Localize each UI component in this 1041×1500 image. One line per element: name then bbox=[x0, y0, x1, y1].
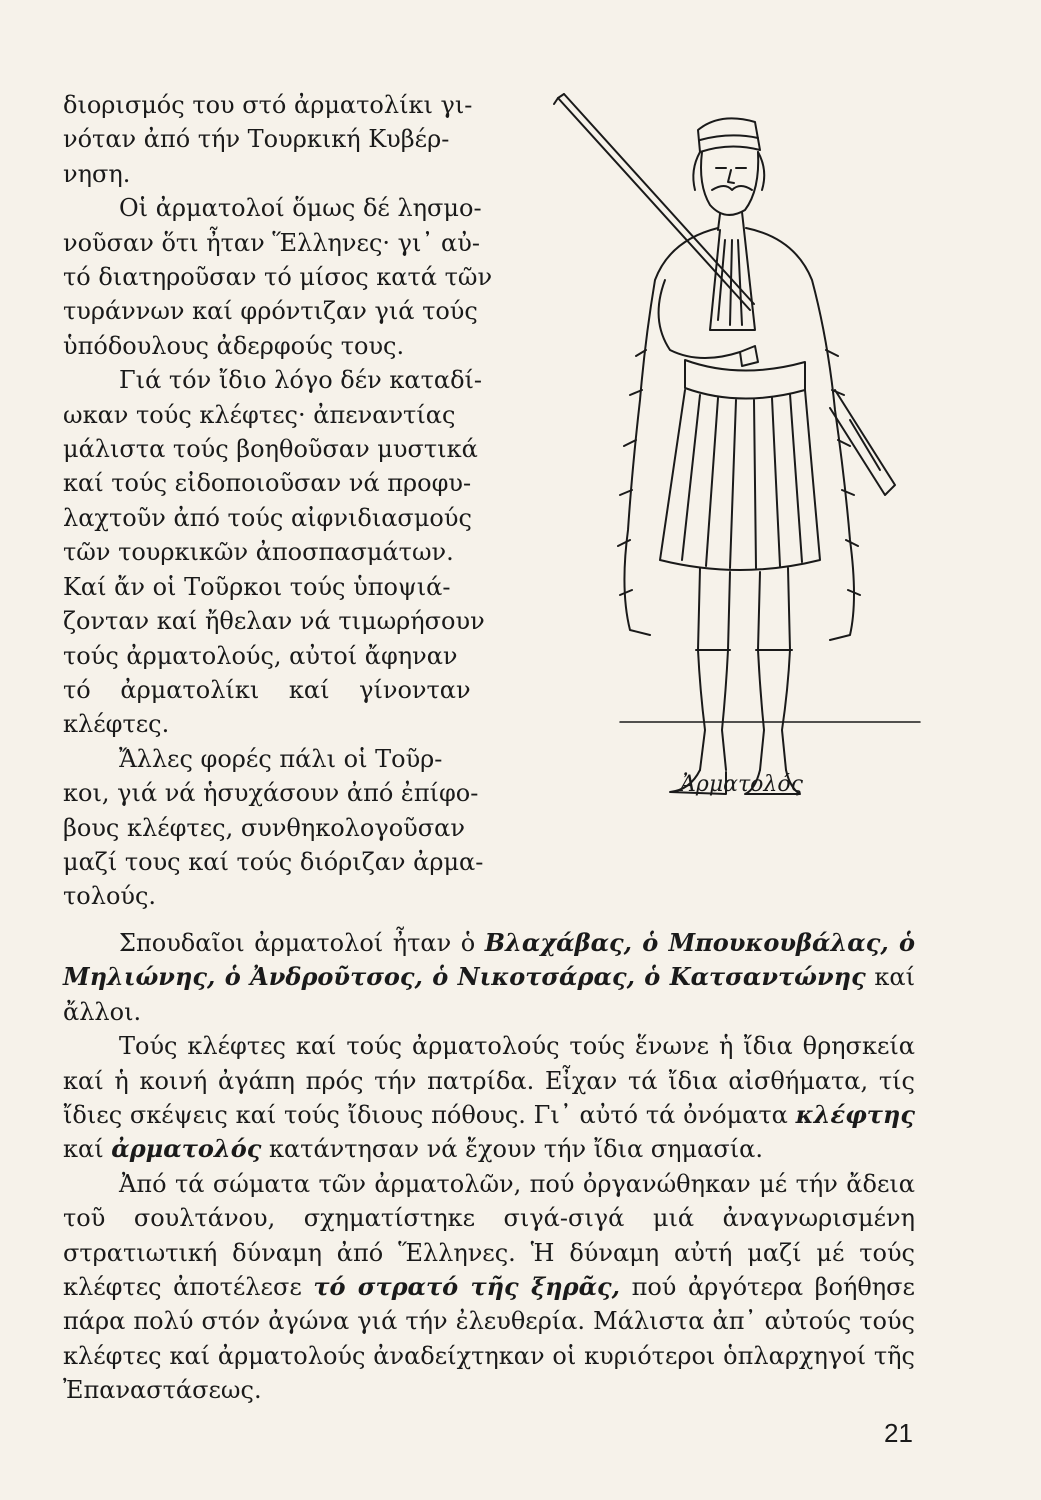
text-line: τυράννων καί φρόντιζαν γιά τούς bbox=[63, 297, 478, 326]
term-land-army: τό στρατό τῆς ξηρᾶς, bbox=[313, 1272, 621, 1302]
paragraph-text: πού ἀργότερα βοήθησε πάρα πολύ στόν ἀγώνα γιά τήν ἐλευθερία. Μάλιστα ἀπ᾽ αὐτούς τούς κλέφτες καί ἀρματολούς ἀναδείχτηκαν οἱ κυριότεροι ὁπλαρχηγοί τῆς Ἐπαναστάσεως. bbox=[63, 1273, 915, 1405]
top-column-text bbox=[63, 88, 513, 914]
text-line: τούς ἀρματολούς, αὐτοί ἄφηναν bbox=[63, 641, 458, 670]
text-line: Οἱ ἀρματολοί ὅμως δέ λησμο- bbox=[119, 194, 482, 223]
text-line: Γιά τόν ἴδιο λόγο δέν καταδί- bbox=[119, 366, 483, 395]
text-line: νηση. bbox=[63, 159, 131, 188]
paragraph-text: καί ἄλλοι. bbox=[63, 963, 915, 1026]
text-line: κοι, γιά νά ἡσυχάσουν ἀπό ἐπίφο- bbox=[63, 779, 479, 808]
text-line: τῶν τουρκικῶν ἀποσπασμάτων. bbox=[63, 538, 454, 567]
text-line: τό ἀρματολίκι καί γίνονταν bbox=[63, 675, 471, 704]
main-text bbox=[63, 926, 915, 1408]
text-line: διορισμός του στό ἀρματολίκι γι- bbox=[63, 91, 473, 119]
term-armatolos: ἀρματολός bbox=[111, 1134, 262, 1164]
armatolos-illustration bbox=[550, 90, 930, 810]
text-line: καί τούς εἰδοποιοῦσαν νά προφυ- bbox=[63, 469, 472, 498]
paragraph-notable-armatoles bbox=[63, 926, 915, 1029]
text-line: νοῦσαν ὅτι ἦταν Ἕλληνες· γι᾽ αὐ- bbox=[63, 228, 480, 257]
text-line: Ἄλλες φορές πάλι οἱ Τοῦρ- bbox=[119, 744, 443, 773]
text-line: ζονταν καί ἤθελαν νά τιμωρήσουν bbox=[63, 607, 485, 636]
text-line: λαχτοῦν ἀπό τούς αἰφνιδιασμούς bbox=[63, 503, 472, 532]
term-klephtis: κλέφτης bbox=[795, 1100, 915, 1130]
paragraph-text: Ἀπό τά σώματα τῶν ἀρματολῶν, πού ὀργανώθηκαν μέ τήν ἄδεια τοῦ σουλτάνου, σχηματίστηκε σιγά-σιγά μιά ἀναγνωρισμένη στρατιωτική δύναμη ἀπό Ἕλληνες. Ἡ δύναμη αὐτή μαζί μέ τούς κλέφτες ἀποτέλεσε bbox=[63, 1169, 915, 1302]
text-line: μάλιστα τούς βοηθοῦσαν μυστικά bbox=[63, 435, 478, 464]
page-number: 21 bbox=[884, 1418, 913, 1448]
text-line: νόταν ἀπό τήν Τουρκική Κυβέρ- bbox=[63, 125, 450, 154]
text-line: τολούς. bbox=[63, 882, 157, 911]
paragraph-text: Σπουδαῖοι ἀρματολοί ἦταν ὁ bbox=[119, 929, 485, 957]
paragraph-unity bbox=[63, 1029, 915, 1167]
text-line: ὑπόδουλους ἀδερφούς τους. bbox=[63, 331, 405, 360]
armatolos-drawing-icon bbox=[550, 90, 930, 810]
text-line: Καί ἄν οἱ Τοῦρκοι τούς ὑποψιά- bbox=[63, 572, 451, 601]
figure-caption: Ἀρματολός bbox=[680, 772, 803, 797]
text-line: βους κλέφτες, συνθηκολογοῦσαν bbox=[63, 813, 465, 842]
paragraph-text: καί bbox=[63, 1135, 112, 1164]
armatole-names: Βλαχάβας, ὁ Μπουκουβάλας, ὁ Μηλιώνης, ὁ Ἀνδροῦτσος, ὁ Νικοτσάρας, ὁ Κατσαντώνης bbox=[63, 928, 916, 992]
text-line: τό διατηροῦσαν τό μίσος κατά τῶν bbox=[63, 263, 493, 292]
text-line: μαζί τους καί τούς διόριζαν ἀρμα- bbox=[63, 847, 484, 876]
text-line: ωκαν τούς κλέφτες· ἀπεναντίας bbox=[63, 400, 456, 429]
text-line: κλέφτες. bbox=[63, 710, 170, 739]
paragraph-army bbox=[63, 1167, 915, 1408]
paragraph-text: κατάντησαν νά ἔχουν τήν ἴδια σημασία. bbox=[261, 1135, 763, 1164]
paragraph-text: Τούς κλέφτες καί τούς ἀρματολούς τούς ἕνωνε ἡ ἴδια θρησκεία καί ἡ κοινή ἀγάπη πρός τήν πατρίδα. Εἶχαν τά ἴδια αἰσθήματα, τίς ἴδιες σκέψεις καί τούς ἴδιους πόθους. Γι᾽ αὐτό τά ὀνόματα bbox=[63, 1032, 915, 1130]
